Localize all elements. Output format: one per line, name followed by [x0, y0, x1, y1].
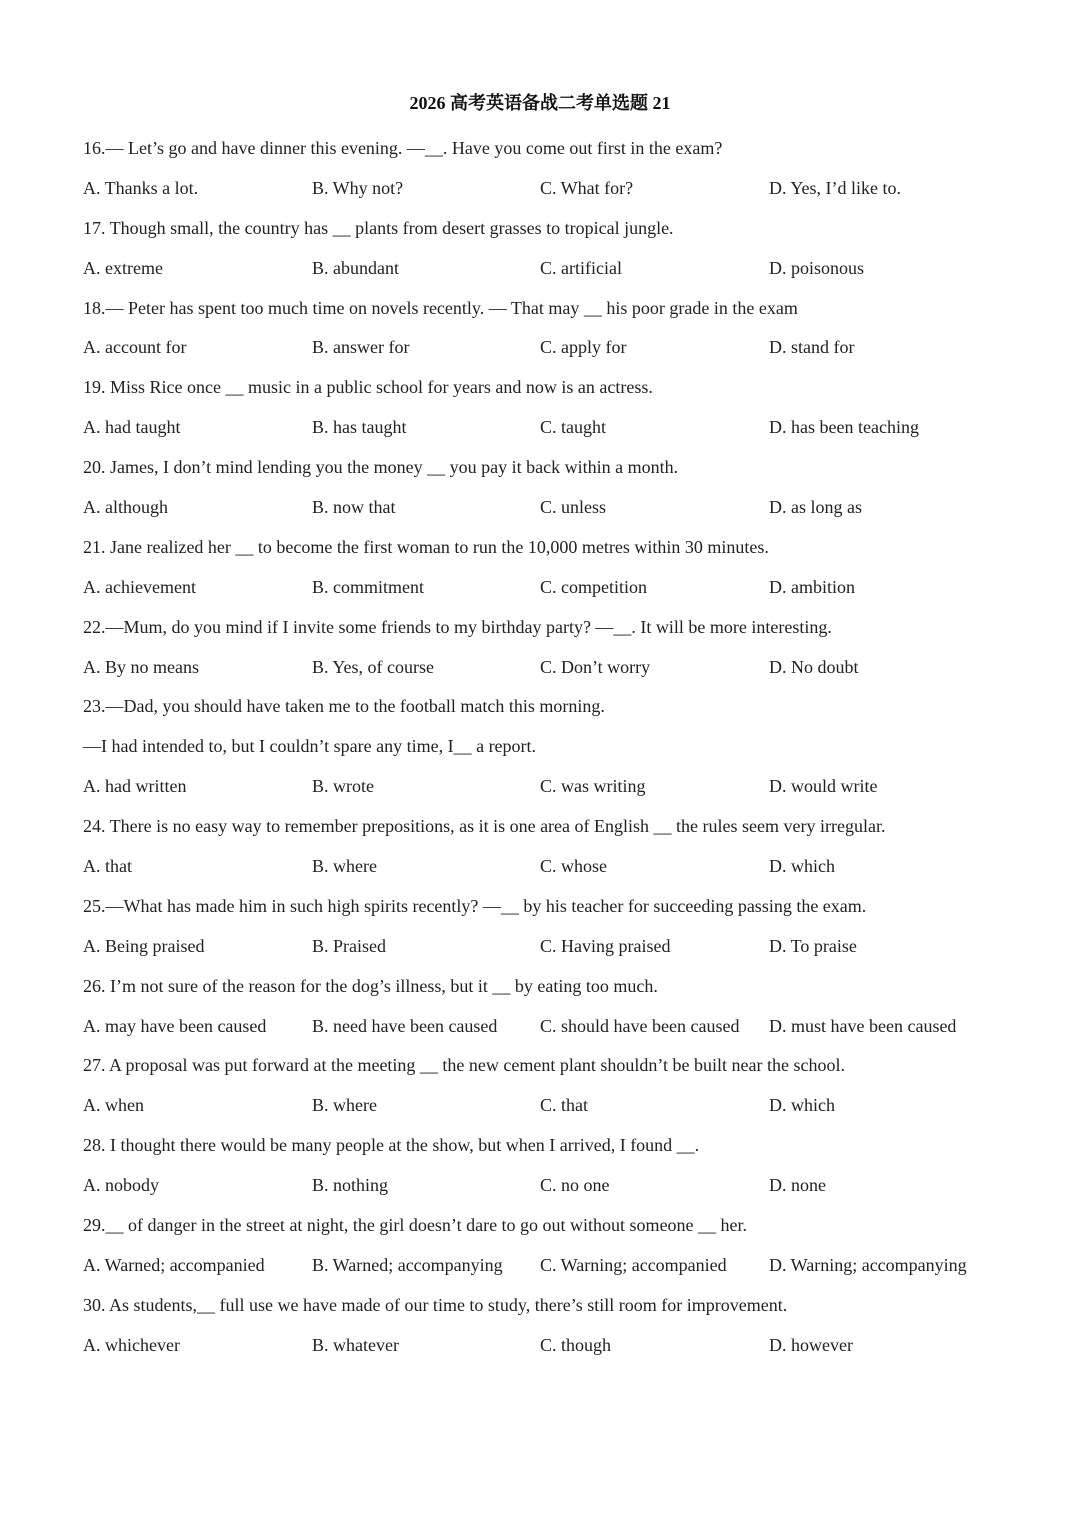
option-c: C. taught	[540, 417, 606, 438]
option-d: D. must have been caused	[769, 1015, 957, 1036]
option-c: C. though	[540, 1334, 612, 1355]
answer-options	[83, 1331, 1003, 1371]
question-item	[83, 533, 1003, 613]
page-title: 2026 高考英语备战二考单选题 21	[409, 93, 671, 113]
question-item	[83, 294, 1003, 374]
option-a: A. although	[83, 497, 168, 518]
question-stem: —I had intended to, but I couldn’t spare any time, I__ a report.	[83, 736, 537, 757]
question-stem: 24. There is no easy way to remember prepositions, as it is one area of English __ the rules seem very irregular.	[83, 816, 886, 837]
question-stem: 26. I’m not sure of the reason for the dog’s illness, but it __ by eating too much.	[83, 975, 658, 996]
option-d: D. To praise	[769, 935, 857, 956]
option-c: C. What for?	[540, 177, 634, 198]
question-stem: 30. As students,__ full use we have made of our time to study, there’s still room for improvement.	[83, 1294, 788, 1315]
option-c: C. unless	[540, 497, 607, 518]
question-stem: 18.— Peter has spent too much time on novels recently. — That may __ his poor grade in the exam	[83, 297, 798, 318]
answer-options	[83, 493, 1003, 533]
answer-options	[83, 333, 1003, 373]
question-item	[83, 1131, 1003, 1211]
option-b: B. Yes, of course	[312, 656, 435, 677]
option-b: B. nothing	[312, 1175, 389, 1196]
option-a: A. that	[83, 856, 132, 877]
option-c: C. apply for	[540, 337, 627, 358]
option-b: B. wrote	[312, 776, 374, 797]
question-stem: 20. James, I don’t mind lending you the money __ you pay it back within a month.	[83, 457, 679, 478]
question-item	[83, 373, 1003, 453]
option-a: A. had written	[83, 776, 187, 797]
answer-options	[83, 254, 1003, 294]
question-item	[83, 613, 1003, 693]
option-b: B. Warned; accompanying	[312, 1254, 503, 1275]
option-d: D. Warning; accompanying	[769, 1254, 967, 1275]
question-item	[83, 972, 1003, 1052]
option-c: C. no one	[540, 1175, 610, 1196]
option-a: A. Thanks a lot.	[83, 177, 199, 198]
option-b: B. commitment	[312, 576, 424, 597]
option-b: B. whatever	[312, 1334, 399, 1355]
option-c: C. Don’t worry	[540, 656, 651, 677]
question-item	[83, 812, 1003, 892]
answer-options	[83, 852, 1003, 892]
option-d: D. No doubt	[769, 656, 859, 677]
option-d: D. poisonous	[769, 257, 865, 278]
option-b: B. abundant	[312, 257, 399, 278]
question-item	[83, 134, 1003, 214]
option-c: C. artificial	[540, 257, 622, 278]
question-item	[83, 1291, 1003, 1371]
question-stem: 21. Jane realized her __ to become the first woman to run the 10,000 metres within 30 minutes.	[83, 536, 769, 557]
question-item	[83, 1211, 1003, 1291]
option-c: C. whose	[540, 856, 607, 877]
option-c: C. should have been caused	[540, 1015, 740, 1036]
option-b: B. Praised	[312, 935, 386, 956]
option-a: A. may have been caused	[83, 1015, 267, 1036]
option-a: A. account for	[83, 337, 187, 358]
option-a: A. nobody	[83, 1175, 159, 1196]
option-b: B. where	[312, 1095, 377, 1116]
option-d: D. stand for	[769, 337, 855, 358]
option-d: D. has been teaching	[769, 417, 919, 438]
option-a: A. achievement	[83, 576, 196, 597]
question-stem: 25.—What has made him in such high spirits recently? —__ by his teacher for succeeding passing the exam.	[83, 895, 867, 916]
question-stem: 27. A proposal was put forward at the meeting __ the new cement plant shouldn’t be built near the school.	[83, 1055, 845, 1076]
question-stem: 22.—Mum, do you mind if I invite some friends to my birthday party? —__. It will be more interesting.	[83, 616, 832, 637]
option-c: C. was writing	[540, 776, 646, 797]
option-a: A. Being praised	[83, 935, 205, 956]
question-stem: 28. I thought there would be many people at the show, but when I arrived, I found __.	[83, 1135, 700, 1156]
option-c: C. competition	[540, 576, 647, 597]
option-b: B. need have been caused	[312, 1015, 498, 1036]
option-a: A. Warned; accompanied	[83, 1254, 265, 1275]
option-b: B. now that	[312, 497, 396, 518]
answer-options	[83, 1012, 1003, 1052]
answer-options	[83, 653, 1003, 693]
question-stem: 29.__ of danger in the street at night, the girl doesn’t dare to go out without someone __ her.	[83, 1215, 748, 1236]
option-a: A. had taught	[83, 417, 181, 438]
option-b: B. answer for	[312, 337, 410, 358]
option-a: A. when	[83, 1095, 144, 1116]
option-d: D. ambition	[769, 576, 855, 597]
question-stem: 17. Though small, the country has __ plants from desert grasses to tropical jungle.	[83, 217, 674, 238]
question-list	[83, 134, 1003, 1371]
option-b: B. Why not?	[312, 177, 404, 198]
option-b: B. where	[312, 856, 377, 877]
answer-options	[83, 1171, 1003, 1211]
question-item	[83, 892, 1003, 972]
answer-options	[83, 932, 1003, 972]
option-a: A. By no means	[83, 656, 199, 677]
question-stem: 16.— Let’s go and have dinner this evening. —__. Have you come out first in the exam?	[83, 138, 723, 158]
question-item	[83, 1051, 1003, 1131]
question-item	[83, 453, 1003, 533]
option-c: C. that	[540, 1095, 588, 1116]
question-item	[83, 692, 1003, 812]
question-item	[83, 214, 1003, 294]
option-d: D. none	[769, 1175, 826, 1196]
option-a: A. whichever	[83, 1334, 180, 1355]
option-c: C. Warning; accompanied	[540, 1254, 727, 1275]
answer-options	[83, 413, 1003, 453]
answer-options	[83, 1251, 1003, 1291]
option-d: D. as long as	[769, 497, 862, 518]
option-b: B. has taught	[312, 417, 407, 438]
option-a: A. extreme	[83, 257, 163, 278]
answer-options	[83, 772, 1003, 812]
option-d: D. which	[769, 1095, 835, 1116]
question-stem: 23.—Dad, you should have taken me to the football match this morning.	[83, 696, 605, 717]
option-d: D. Yes, I’d like to.	[769, 177, 902, 198]
answer-options	[83, 1091, 1003, 1131]
option-c: C. Having praised	[540, 935, 671, 956]
option-d: D. would write	[769, 776, 878, 797]
answer-options	[83, 573, 1003, 613]
option-d: D. which	[769, 856, 835, 877]
answer-options	[83, 174, 1003, 214]
question-stem: 19. Miss Rice once __ music in a public school for years and now is an actress.	[83, 377, 653, 398]
option-d: D. however	[769, 1334, 853, 1355]
